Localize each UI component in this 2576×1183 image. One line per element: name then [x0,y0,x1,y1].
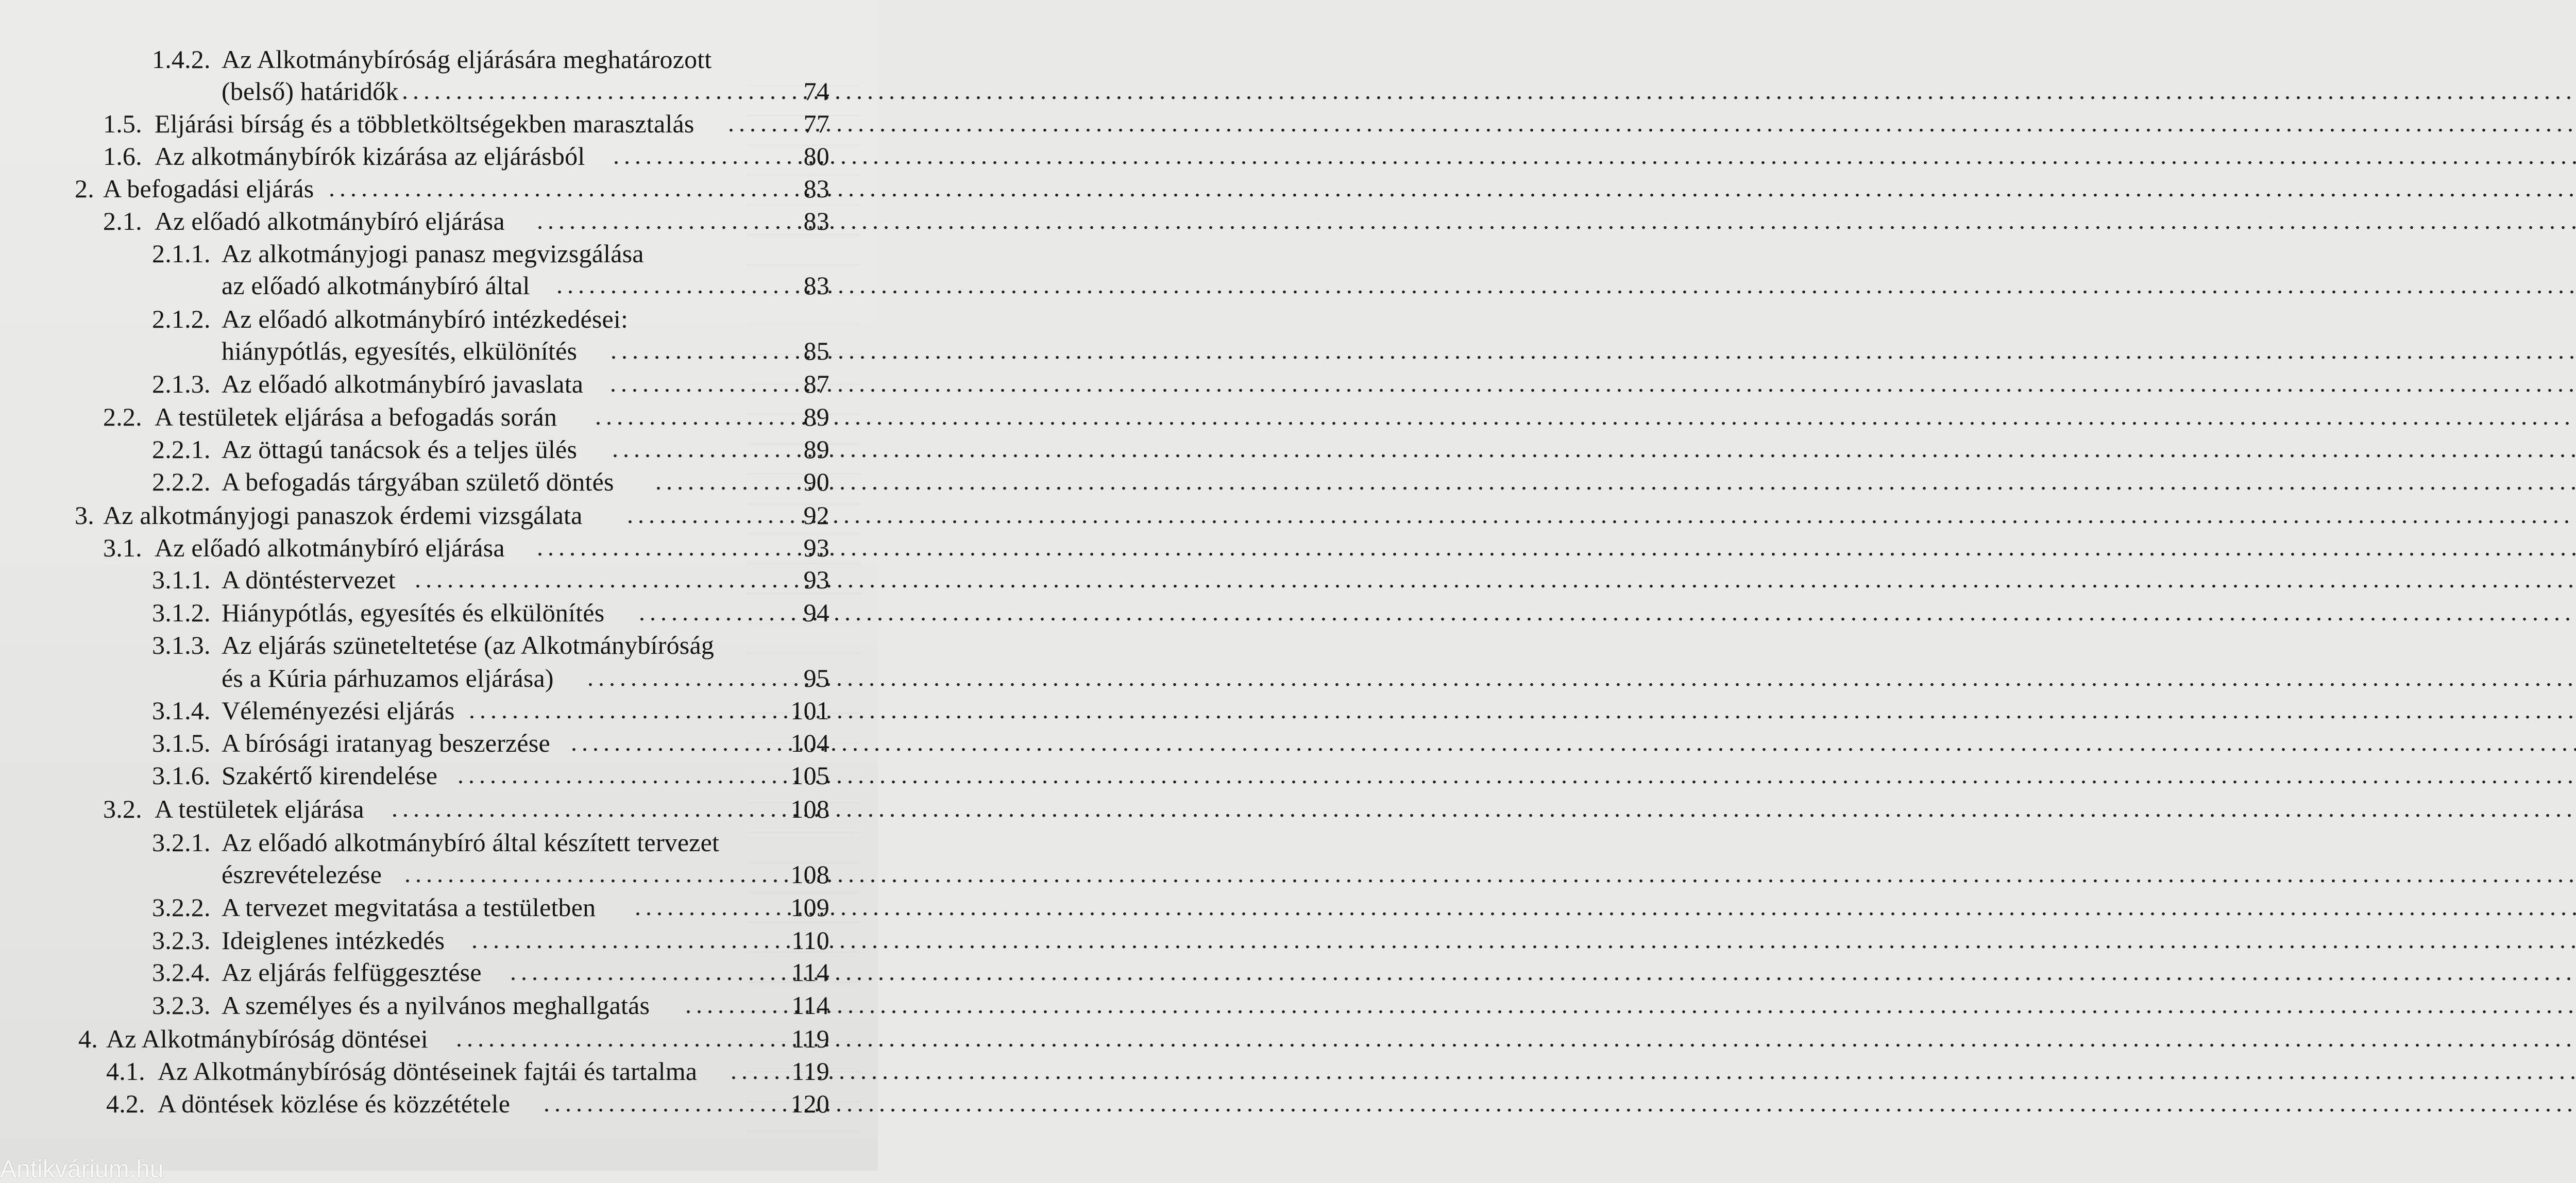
toc-entry [0,759,878,791]
toc-leader-dots [612,433,765,465]
toc-text: Az Alkotmánybíróság döntéseinek fajtái és tartalma [158,1057,698,1086]
toc-number: 3.2.3. [152,926,211,955]
toc-page: 83 [803,271,829,300]
toc-entry [0,238,878,269]
toc-entry [0,727,878,759]
toc-text: Az előadó alkotmánybíró eljárása [155,533,505,562]
toc-page: 94 [803,598,829,627]
toc-entry [0,75,878,107]
toc-page: 119 [791,1024,829,1053]
toc-page: 95 [803,664,829,692]
toc-page: 114 [791,991,829,1020]
toc-leader-dots [510,956,765,988]
toc-text: A testületek eljárása [155,795,364,823]
toc-entry [0,1088,878,1120]
toc-leader-dots [595,401,765,433]
toc-text: Az alkotmánybírók kizárása az eljárásból [155,142,585,171]
toc-text: Az előadó alkotmánybíró eljárása [155,207,505,235]
toc-page: 92 [803,501,829,530]
toc-leader-dots [392,793,765,825]
toc-entry [0,662,878,694]
toc-text: az előadó alkotmánybíró által [222,271,530,300]
toc-number: 1.6. [103,142,142,171]
toc-text: (belső) határidők [222,77,399,106]
toc-number: 3.1. [103,533,142,562]
toc-page: 83 [803,207,829,235]
toc-number: 2.2. [103,402,142,431]
toc-text: Az öttagú tanácsok és a teljes ülés [222,435,578,464]
toc-number: 3.1.3. [152,631,211,660]
toc-text: A döntéstervezet [222,565,396,594]
toc-number: 3. [75,501,94,530]
toc-entry [0,629,878,661]
toc-leader-dots [627,499,765,531]
toc-text: Véleményezési eljárás [222,696,455,725]
toc-page: 109 [790,893,829,922]
toc-entry [0,108,878,140]
toc-leader-dots [544,1088,765,1120]
toc-entry [0,597,878,629]
toc-number: 3.2. [103,795,142,823]
toc-page: 90 [803,467,829,496]
toc-text: Az alkotmányjogi panasz megvizsgálása [222,239,644,268]
toc-page: 101 [790,696,829,725]
toc-number: 2. [75,174,94,203]
table-of-contents [0,0,878,1183]
toc-text: A befogadás tárgyában születő döntés [222,467,614,496]
toc-leader-dots [537,205,765,237]
toc-leader-dots [457,759,765,791]
toc-entry [0,173,878,205]
toc-entry [0,891,878,923]
toc-entry [0,858,878,890]
toc-page: 74 [803,77,829,106]
toc-number: 2.2.2. [152,467,211,496]
toc-number: 4. [78,1024,98,1053]
toc-number: 2.1.1. [152,239,211,268]
toc-text: A testületek eljárása a befogadás során [155,402,557,431]
toc-number: 3.1.2. [152,598,211,627]
toc-leader-dots [639,597,765,629]
toc-text: Az Alkotmánybíróság eljárására meghatározott [222,45,712,74]
toc-page: 93 [803,565,829,594]
toc-text: Az eljárás szüneteltetése (az Alkotmánybíróság [222,631,715,660]
toc-leader-dots [611,335,765,367]
toc-text: és a Kúria párhuzamos eljárása) [222,664,554,692]
toc-page: 77 [803,109,829,138]
toc-entry [0,826,878,858]
toc-number: 1.5. [103,109,142,138]
toc-leader-dots [571,727,765,759]
toc-number: 3.1.1. [152,565,211,594]
toc-number: 3.2.1. [152,828,211,857]
toc-text: Eljárási bírság és a többletköltségekben marasztalás [155,109,694,138]
toc-entry [0,499,878,531]
toc-entry [0,532,878,564]
toc-entry [0,140,878,172]
toc-entry [0,269,878,301]
toc-leader-dots [610,368,765,400]
toc-number: 3.2.4. [152,958,211,987]
toc-page: 80 [803,142,829,171]
toc-leader-dots [613,140,765,172]
toc-entry [0,401,878,433]
toc-entry [0,43,878,75]
toc-page: 87 [803,369,829,398]
toc-leader-dots [469,695,765,726]
toc-leader-dots [471,924,765,956]
toc-text: Az eljárás felfüggesztése [222,958,482,987]
toc-entry [0,303,878,335]
toc-text: Az Alkotmánybíróság döntései [106,1024,428,1053]
toc-page: 108 [790,860,829,889]
toc-leader-dots [537,532,765,564]
toc-number: 4.2. [106,1089,145,1118]
toc-number: 2.2.1. [152,435,211,464]
toc-entry [0,989,878,1021]
toc-page: 110 [791,926,829,955]
toc-number: 3.1.5. [152,729,211,757]
toc-text: Szakértő kirendelése [222,761,438,790]
toc-entry [0,335,878,367]
watermark: Antikvárium.hu [0,1156,164,1183]
toc-text: A döntések közlése és közzététele [158,1089,511,1118]
toc-text: Ideiglenes intézkedés [222,926,445,955]
toc-number: 2.1.2. [152,305,211,333]
toc-entry [0,1055,878,1087]
toc-page: 119 [791,1057,829,1086]
toc-text: hiánypótlás, egyesítés, elkülönítés [222,336,578,365]
toc-text: Az előadó alkotmánybíró által készített tervezet [222,828,720,857]
toc-entry [0,466,878,498]
toc-number: 3.1.4. [152,696,211,725]
toc-text: észrevételezése [222,860,382,889]
toc-text: A bírósági iratanyag beszerzése [222,729,550,757]
toc-entry [0,793,878,825]
toc-page: 120 [790,1089,829,1118]
toc-page: 114 [791,958,829,987]
toc-entry [0,564,878,596]
toc-text: A tervezet megvitatása a testületben [222,893,596,922]
toc-number: 1.4.2. [152,45,211,74]
toc-text: A személyes és a nyilvános meghallgatás [222,991,650,1020]
toc-number: 2.1. [103,207,142,235]
toc-text: Az alkotmányjogi panaszok érdemi vizsgálata [103,501,583,530]
toc-leader-dots [635,891,765,923]
toc-entry [0,205,878,237]
toc-leader-dots [404,858,765,890]
toc-number: 4.1. [106,1057,145,1086]
toc-entry [0,695,878,726]
toc-page: 105 [790,761,829,790]
toc-page: 85 [803,336,829,365]
toc-number: 2.1.3. [152,369,211,398]
toc-leader-dots [456,1023,765,1055]
toc-entry [0,433,878,465]
toc-page: 83 [803,174,829,203]
toc-number: 3.2.2. [152,893,211,922]
toc-number: 3.2.3. [152,991,211,1020]
toc-entry [0,1023,878,1055]
toc-number: 3.1.6. [152,761,211,790]
toc-leader-dots [587,662,765,694]
toc-leader-dots [329,173,765,205]
toc-page: 93 [803,533,829,562]
toc-leader-dots [556,269,765,301]
toc-text: Az előadó alkotmánybíró javaslata [222,369,584,398]
toc-page: 89 [803,402,829,431]
toc-page: 89 [803,435,829,464]
toc-text: Hiánypótlás, egyesítés és elkülönítés [222,598,605,627]
toc-page: 104 [790,729,829,757]
toc-entry [0,956,878,988]
toc-entry [0,924,878,956]
toc-leader-dots [415,564,765,596]
toc-page: 108 [790,795,829,823]
toc-text: Az előadó alkotmánybíró intézkedései: [222,305,629,333]
toc-entry [0,368,878,400]
toc-leader-dots [402,75,765,107]
toc-text: A befogadási eljárás [103,174,314,203]
